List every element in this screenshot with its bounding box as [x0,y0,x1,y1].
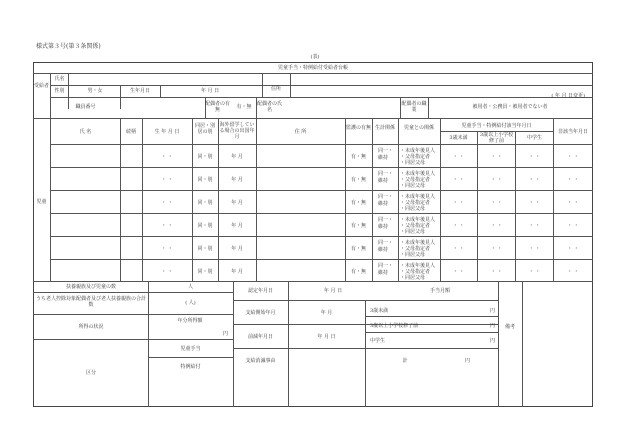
child-custody: 有・無 [350,200,366,206]
child-overseas-ym: 年 月 [231,246,243,252]
benefit-group-header: 児童手当・特例給付該当年月日 [461,123,532,129]
child-overseas-ym: 年 月 [231,154,243,160]
child-relation-2: ・父母指定者 [400,269,431,275]
birthdate-value: 年 月 日 [200,88,220,94]
child-overseas-ym: 年 月 [231,200,243,206]
child-middle-date: ・ ・ [528,223,541,229]
child-relation-2: ・父母指定者 [400,200,431,206]
child-loss-date: ・ ・ [567,177,579,183]
child-residence: 同・別 [197,200,213,206]
spouse-label: 配偶者の有無 [205,101,231,113]
spouse-job-label: 配偶者の職業 [401,101,427,113]
custody-header: 監護の有無 [346,125,372,131]
child-under3-date: ・ ・ [452,246,465,252]
child-livelihood-1: 同一・維持 [378,217,394,230]
child-relation-2: ・父母指定者 [400,223,431,229]
child-relation-1: ・未成年後見人 [400,194,436,200]
col-s3 [288,281,289,407]
change-value: 年 月 日 [317,334,336,340]
date-changed: ( 年 月 日変更) [551,93,585,99]
child-relation-2: ・父母指定者 [400,246,431,252]
rule-row-3 [50,213,593,214]
overseas-header: 海外留学している場合の出国年月 [219,122,255,140]
child-age3-date: ・ ・ [490,154,503,160]
form-id: 様式第３号(第３条関係) [36,43,101,50]
rule-s7 [148,357,233,358]
child-birth-dots: ・ ・ [161,246,173,252]
child-age3-date: ・ ・ [490,177,503,183]
income-label: 所得の状況 [78,324,104,330]
rule-children-head [33,118,593,119]
elderly-label: うち老人控除対象配偶者及び老人扶養親族の合計数 [36,296,147,308]
col-c1 [120,118,121,281]
child-name-header: 氏 名 [79,129,92,135]
col-s6 [522,281,523,407]
start-value: 年 月 [320,310,333,316]
category-label: 区分 [85,370,96,376]
child-birth-dots: ・ ・ [161,223,173,229]
cert-date-label: 認定年月日 [247,288,273,294]
child-birth-dots: ・ ・ [161,200,173,206]
child-residence: 同・別 [197,154,213,160]
child-relation-3: ・同居父母 [400,229,426,235]
dependents-unit: 人 [187,284,193,290]
child-under3-date: ・ ・ [452,177,465,183]
rule-row-2 [50,190,593,191]
child-middle-date: ・ ・ [528,177,541,183]
col-addr2 [290,73,291,97]
spouse-options: 有・無 [236,104,252,110]
child-birthdate-header: 生 年 月 日 [154,129,180,135]
address-label: 住所 [270,86,281,92]
amount-under3-yen: 円 [489,308,495,314]
occupation-label: 職員番号 [75,104,96,110]
child-loss-date: ・ ・ [567,269,579,275]
child-loss-date: ・ ・ [567,223,579,229]
income-year: 年分所得額 [177,318,203,324]
age3-header: 3歳以上小学校修了前 [479,132,514,144]
recipient-section-label: 受給者 [34,83,50,89]
col-c8 [398,118,399,281]
sex-options: 男・女 [87,88,103,94]
child-livelihood-1: 同一・維持 [378,148,394,161]
side-label: (表) [310,54,320,60]
child-livelihood-1: 同一・維持 [378,171,394,184]
elderly-value: ( 人) [185,300,196,306]
child-relation-1: ・未成年後見人 [400,263,436,269]
child-overseas-ym: 年 月 [231,269,243,275]
child-relation-3: ・同居父母 [400,252,426,258]
child-custody: 有・無 [350,269,366,275]
rule-children-body [50,144,593,145]
col-c7 [372,118,373,281]
child-age3-date: ・ ・ [490,246,503,252]
child-under3-date: ・ ・ [452,154,465,160]
child-age3-date: ・ ・ [490,269,503,275]
child-address-header: 住 所 [294,129,307,135]
child-custody: 有・無 [350,154,366,160]
category-option-1: 児童手当 [180,346,201,352]
child-residence: 同・別 [197,269,213,275]
amount-total-yen: 円 [464,358,470,364]
child-age3-date: ・ ・ [490,223,503,229]
middle-header: 中学生 [526,135,542,141]
child-relation-3: ・同居父母 [400,183,426,189]
child-under3-date: ・ ・ [452,200,465,206]
start-label: 支給開始年月 [245,310,276,316]
stop-label: 支給消滅事由 [245,358,276,364]
ledger-table [33,62,593,407]
amount-age3: 3歳以上小学校修了前 [370,323,419,329]
child-custody: 有・無 [350,223,366,229]
amount-under3: 3歳未満 [370,308,389,314]
child-relation-1: ・未成年後見人 [400,240,436,246]
rule-amount-1 [365,316,498,317]
child-relation-1: ・未成年後見人 [400,171,436,177]
child-age3-date: ・ ・ [490,200,503,206]
relation-header: 続柄 [125,129,136,135]
child-middle-date: ・ ・ [528,200,541,206]
table-title: 児童手当・特例給付受給者台帳 [277,65,348,71]
child-under3-date: ・ ・ [452,269,465,275]
child-relation-2: ・父母指定者 [400,177,431,183]
child-livelihood-1: 同一・維持 [378,240,394,253]
child-livelihood-1: 同一・維持 [378,263,394,276]
change-label: 前減年月日 [247,334,273,340]
amount-middle: 中学生 [370,338,386,344]
sex-label: 性別 [54,88,65,94]
col-c5 [256,118,257,281]
child-birth-dots: ・ ・ [161,154,173,160]
amount-age3-yen: 円 [489,323,495,329]
rule-s2 [33,314,233,315]
child-relation-3: ・同居父母 [400,160,426,166]
livelihood-header: 生計関係 [374,125,395,131]
amount-middle-yen: 円 [489,338,495,344]
child-livelihood-1: 同一・維持 [378,194,394,207]
child-middle-date: ・ ・ [528,269,541,275]
child-residence: 同・別 [197,246,213,252]
child-relation-3: ・同居父母 [400,206,426,212]
rule-row-1 [50,167,593,168]
rule-recipient-1 [50,85,593,86]
child-loss-date: ・ ・ [567,200,579,206]
child-under3-date: ・ ・ [452,223,465,229]
rule-row-5 [50,259,593,260]
income-yen: 円 [222,331,228,337]
child-residence: 同・別 [197,177,213,183]
cert-date-value: 年 月 日 [323,288,343,294]
name-label: 氏名 [54,76,65,82]
child-residence: 同・別 [197,223,213,229]
remarks-label: 備考 [504,324,515,330]
child-relation-1: ・未成年後見人 [400,217,436,223]
child-custody: 有・無 [350,177,366,183]
dependents-label: 扶養親族及び児童の数 [65,284,116,290]
child-loss-date: ・ ・ [567,154,579,160]
child-relation-3: ・同居父母 [400,275,426,281]
col-sp4 [428,97,429,118]
spouse-job-options: 被用者・公務員・被用者でない者 [472,104,548,110]
category-option-2: 特例給付 [180,364,201,370]
child-loss-date: ・ ・ [567,246,579,252]
child-overseas-ym: 年 月 [231,177,243,183]
rule-amount-2 [365,332,498,333]
allowance-label: 手当月額 [429,288,450,294]
birthdate-label: 生年月日 [129,88,150,94]
residence-header: 同居・別居の別 [194,123,215,135]
rule-title [33,73,593,74]
children-section-label: 児童 [36,199,47,205]
child-relation-1: ・未成年後見人 [400,148,436,154]
rule-s1 [33,292,233,293]
rule-s3 [33,339,233,340]
child-relation-2: ・父母指定者 [400,154,431,160]
spouse-name-label: 配偶者の氏名 [257,101,283,113]
col-s2 [233,281,234,407]
col-addr [262,73,263,97]
rule-row-4 [50,236,593,237]
child-birth-dots: ・ ・ [161,177,173,183]
under3-header: 3歳未満 [449,135,468,141]
col-s5 [498,281,499,407]
amount-total: 計 [402,358,408,364]
child-overseas-ym: 年 月 [231,223,243,229]
rule-summary [33,281,593,282]
child-custody: 有・無 [350,246,366,252]
child-middle-date: ・ ・ [528,246,541,252]
loss-date-header: 非該当年月日 [557,129,588,135]
relation-to-child-header: 児童との関係 [403,125,434,131]
child-birth-dots: ・ ・ [161,269,173,275]
child-middle-date: ・ ・ [528,154,541,160]
